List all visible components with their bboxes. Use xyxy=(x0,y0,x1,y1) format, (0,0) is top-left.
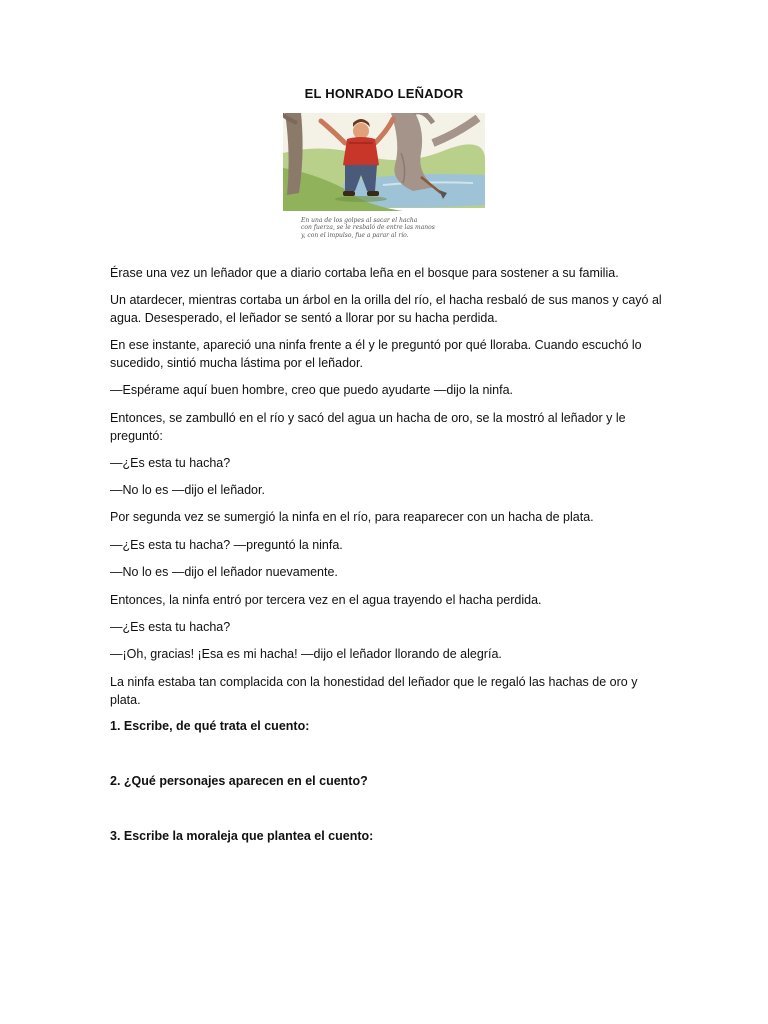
story-paragraph: —¡Oh, gracias! ¡Esa es mi hacha! —dijo el leñador llorando de alegría. xyxy=(110,647,502,661)
caption-line: con fuerza, se le resbaló de entre las manos xyxy=(301,224,435,232)
question-3: 3. Escribe la moraleja que plantea el cuento: xyxy=(110,829,374,843)
story-paragraph: En ese instante, apareció una ninfa frente a él y le preguntó por qué lloraba. Cuando escuchó lo sucedido, sintió mucha lástima por el leñador. xyxy=(110,338,642,370)
story-paragraph: Entonces, la ninfa entró por tercera vez en el agua trayendo el hacha perdida. xyxy=(110,593,542,607)
story-paragraph: La ninfa estaba tan complacida con la honestidad del leñador que le regaló las hachas de oro y plata. xyxy=(110,675,638,707)
page-title: EL HONRADO LEÑADOR xyxy=(304,86,464,101)
question-1: 1. Escribe, de qué trata el cuento: xyxy=(110,719,310,733)
caption-line: y, con el impulso, fue a parar al río. xyxy=(301,231,409,239)
caption-line: En una de los golpes al sacar el hacha xyxy=(301,217,418,224)
story-paragraph: —¿Es esta tu hacha? xyxy=(110,620,231,634)
story-paragraph: —No lo es —dijo el leñador. xyxy=(110,483,265,497)
story-paragraph: Por segunda vez se sumergió la ninfa en el río, para reaparecer con un hacha de plata. xyxy=(110,510,594,524)
story-paragraph: —No lo es —dijo el leñador nuevamente. xyxy=(110,565,338,579)
story-paragraph: Entonces, se zambulló en el río y sacó del agua un hacha de oro, se la mostró al leñador y le preguntó: xyxy=(110,411,626,443)
story-paragraph: —¿Es esta tu hacha? —preguntó la ninfa. xyxy=(110,538,343,552)
story-paragraph: —Espérame aquí buen hombre, creo que puedo ayudarte —dijo la ninfa. xyxy=(110,383,514,397)
illustration-caption xyxy=(301,217,476,239)
story-paragraph: Un atardecer, mientras cortaba un árbol en la orilla del río, el hacha resbaló de sus manos y cayó al agua. Desesperado, el leñador se sentó a llorar por su hacha perdida. xyxy=(110,293,662,325)
story-paragraph: —¿Es esta tu hacha? xyxy=(110,456,231,470)
woodcutter-by-river-illustration xyxy=(283,113,485,246)
story-paragraph: Érase una vez un leñador que a diario cortaba leña en el bosque para sostener a su familia. xyxy=(110,266,619,280)
question-2: 2. ¿Qué personajes aparecen en el cuento? xyxy=(110,774,368,788)
